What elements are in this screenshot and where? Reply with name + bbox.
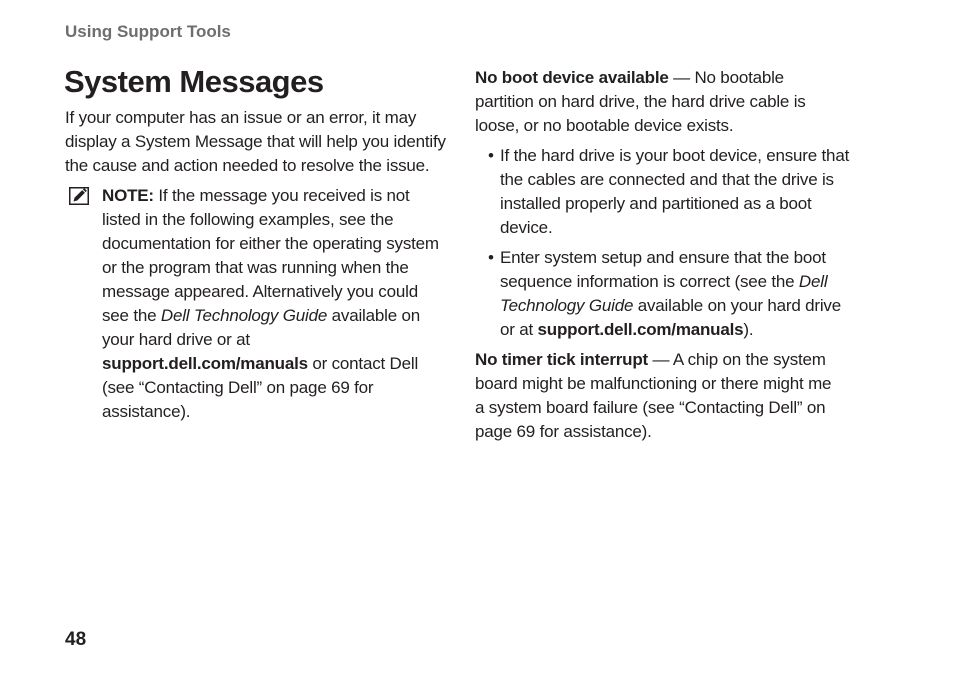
message-description: — A chip on the system board might be malfunctioning or there might me a system board failure (see “Contacting Dell” on page 69 for assistance). xyxy=(475,350,832,441)
bullet-marker: • xyxy=(488,146,494,165)
list-item: • If the hard drive is your boot device, ensure that the cables are connected and that the drive is installed properly and partitioned as a boot device. xyxy=(488,146,850,237)
section-header: Using Support Tools xyxy=(65,22,231,41)
left-column xyxy=(65,106,455,424)
message-entry xyxy=(475,348,845,444)
support-link[interactable]: support.dell.com/manuals xyxy=(102,354,308,373)
message-entry xyxy=(475,66,845,138)
note-label: NOTE: xyxy=(102,186,154,205)
list-item: • Enter system setup and ensure that the boot sequence information is correct (see the Dell Technology Guide available on your hard drive or at support.dell.com/manuals). xyxy=(488,248,841,339)
page-title: System Messages xyxy=(64,64,324,99)
support-link[interactable]: support.dell.com/manuals xyxy=(537,320,744,339)
intro-paragraph: If your computer has an issue or an error, it may display a System Message that will help you identify the cause and action needed to resolve the issue. xyxy=(65,108,446,175)
message-title: No timer tick interrupt xyxy=(475,350,648,369)
note-text: NOTE: If the message you received is not listed in the following examples, see the documentation for either the operating system or the program that was running when the message appeared. Alternatively you could see the Dell Technology Guide available on your hard drive or at support.dell.com/manuals or contact Dell (see “Contacting Dell” on page 69 for assistance). xyxy=(102,186,439,421)
note-pencil-icon xyxy=(69,187,89,205)
guide-title: Dell Technology Guide xyxy=(500,272,828,315)
guide-title: Dell Technology Guide xyxy=(160,306,328,325)
bullet-list xyxy=(475,144,870,342)
bullet-marker: • xyxy=(488,248,494,267)
note-block xyxy=(65,184,442,424)
right-column xyxy=(475,66,870,444)
message-title: No boot device available xyxy=(475,68,669,87)
page-number: 48 xyxy=(65,629,87,650)
message-description: — No bootable partition on hard drive, the hard drive cable is loose, or no bootable device exists. xyxy=(475,68,806,135)
